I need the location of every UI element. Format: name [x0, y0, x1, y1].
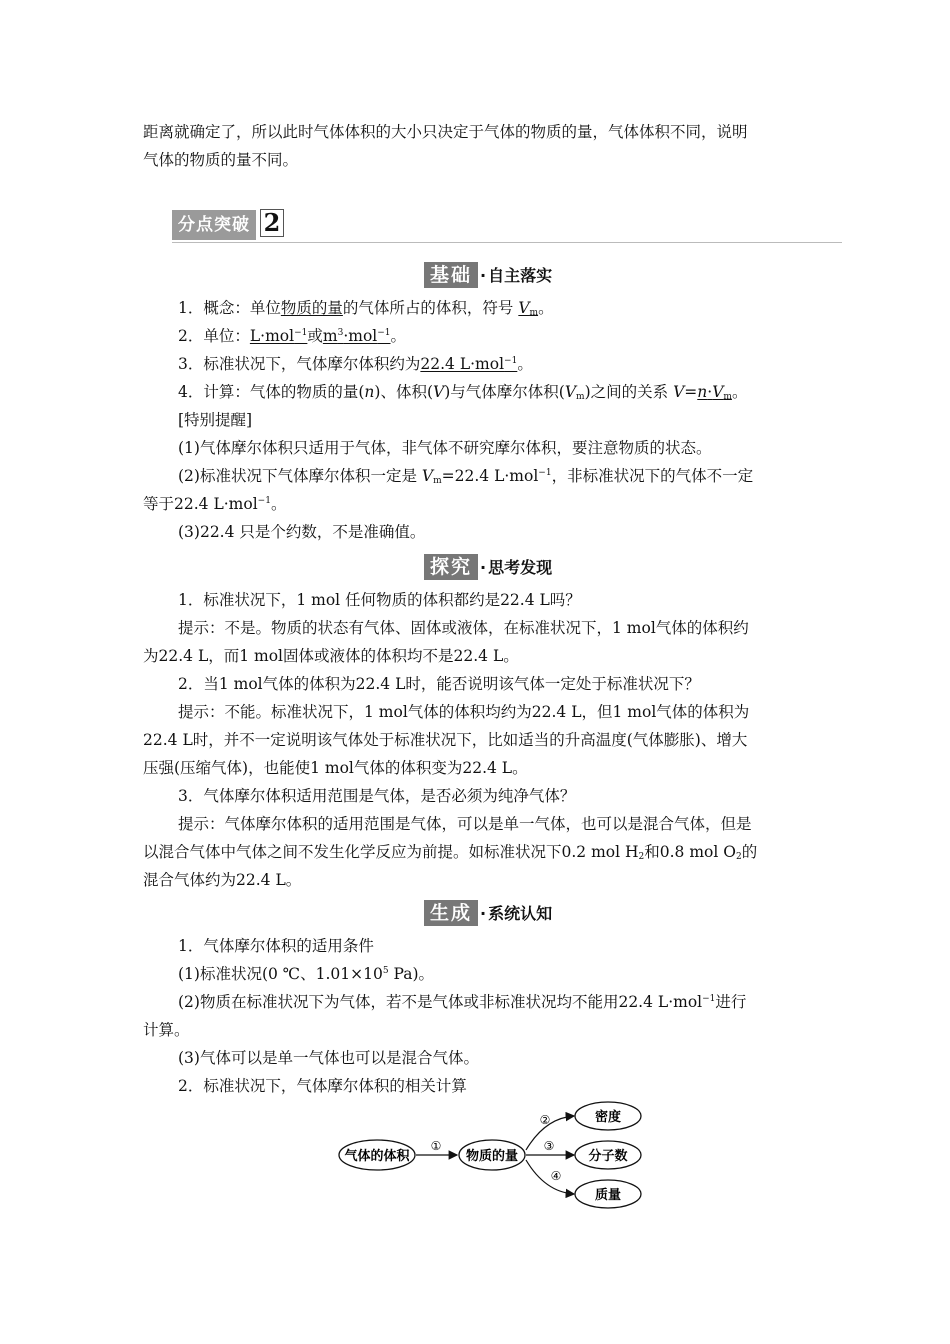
explore-answer-1-line-2: 为22.4 L，而1 mol固体或液体的体积均不是22.4 L。 [143, 647, 519, 665]
generate-heading-box: 生成 [424, 900, 478, 926]
generate-condition-2-cont: 计算。 [143, 1021, 190, 1039]
answer-underline: $m^3\cdot mol^{-1}$ [322, 327, 391, 345]
node-volume-label: 气体的体积 [344, 1149, 410, 1164]
node-mass-label: 质量 [594, 1188, 622, 1203]
explore-answer-3-line-2: 以混合气体中气体之间不发生化学反应为前提。如标准状况下0.2 mol $H_2$和0.8 mol $O_2$的 [143, 843, 758, 862]
basic-item-2: 2．单位：L·mol$^{-1}$或$m^3\cdot mol^{-1}$。 [178, 327, 407, 345]
explore-question-3: 3．气体摩尔体积适用范围是气体，是否必须为纯净气体？ [178, 787, 576, 805]
explore-heading-text: 思考发现 [488, 558, 553, 577]
node-amount-label: 物质的量 [465, 1149, 519, 1164]
section-divider [172, 242, 842, 243]
generate-heading-text: 系统认知 [488, 904, 553, 923]
generate-condition-1: (1)标准状况(0 ℃、$1.01\times 10^5$ Pa)。 [178, 965, 435, 983]
basic-heading: 基础 · 自主落实 [424, 262, 552, 288]
edge-label-4: ④ [550, 1169, 562, 1183]
section-badge [172, 208, 284, 240]
generate-heading: 生成 · 系统认知 [424, 900, 552, 926]
intro-line-1: 距离就确定了，所以此时气体体积的大小只决定于气体的物质的量，气体体积不同，说明 [143, 123, 748, 141]
answer-underline: $n\cdot V_m$ [697, 383, 732, 402]
explore-heading: 探究 · 思考发现 [424, 554, 552, 580]
special-note-1: (1)气体摩尔体积只适用于气体，非气体不研究摩尔体积，要注意物质的状态。 [178, 439, 712, 457]
special-note-title: [特别提醒] [178, 411, 253, 429]
section-badge-number: 2 [260, 209, 284, 237]
explore-answer-2-line-1: 提示：不能。标准状况下，1 mol气体的体积均约为22.4 L，但1 mol气体的体积为 [178, 703, 750, 721]
generate-condition-3: (3)气体可以是单一气体也可以是混合气体。 [178, 1049, 479, 1067]
generate-item-2: 2．标准状况下，气体摩尔体积的相关计算 [178, 1077, 467, 1095]
special-note-3: (3)22.4 只是个约数，不是准确值。 [178, 523, 426, 541]
explore-heading-box: 探究 [424, 554, 478, 580]
explore-question-2: 2．当1 mol气体的体积为22.4 L时，能否说明该气体一定处于标准状况下？ [178, 675, 700, 693]
generate-item-1: 1．气体摩尔体积的适用条件 [178, 937, 374, 955]
explore-answer-1-line-1: 提示：不是。物质的状态有气体、固体或液体，在标准状况下，1 mol气体的体积约 [178, 619, 749, 637]
edge-label-3: ③ [543, 1139, 555, 1153]
basic-item-4: 4．计算：气体的物质的量(n)、体积(V)与气体摩尔体积$(V_m)$之间的关系 $V=n\cdot V_m$。 [178, 383, 748, 402]
basic-item-1: 1．概念：单位物质的量的气体所占的体积，符号 $V_m$。 [178, 299, 554, 318]
explore-answer-3-line-3: 混合气体约为22.4 L。 [143, 871, 302, 889]
basic-heading-text: 自主落实 [488, 266, 553, 285]
calculation-diagram [330, 1098, 660, 1213]
explore-question-1: 1．标准状况下，1 mol 任何物质的体积都约是22.4 L吗？ [178, 591, 581, 609]
explore-answer-3-line-1: 提示：气体摩尔体积的适用范围是气体，可以是单一气体，也可以是混合气体，但是 [178, 815, 752, 833]
special-note-2-cont: 等于22.4 L·mol$^{-1}$。 [143, 495, 287, 513]
edge-label-2: ② [539, 1113, 551, 1127]
edge-label-1: ① [430, 1139, 442, 1153]
explore-answer-2-line-2: 22.4 L时，并不一定说明该气体处于标准状况下，比如适当的升高温度(气体膨胀)、增大 [143, 731, 748, 749]
section-badge-label: 分点突破 [172, 210, 256, 240]
generate-condition-2: (2)物质在标准状况下为气体，若不是气体或非标准状况均不能用22.4 L·mol$^{-1}$进行 [178, 993, 747, 1011]
node-molecules-label: 分子数 [588, 1149, 628, 1164]
node-density-label: 密度 [594, 1110, 622, 1125]
basic-heading-box: 基础 [424, 262, 478, 288]
explore-answer-2-line-3: 压强(压缩气体)，也能使1 mol气体的体积变为22.4 L。 [143, 759, 528, 777]
basic-item-3: 3．标准状况下，气体摩尔体积约为22.4 L·mol$^{-1}$。 [178, 355, 533, 373]
answer-underline: 物质的量 [280, 299, 343, 317]
answer-underline: L·mol$^{-1}$ [249, 327, 308, 345]
intro-line-2: 气体的物质的量不同。 [143, 151, 299, 169]
special-note-2: (2)标准状况下气体摩尔体积一定是 $V_m=22.4$ L·mol$^{-1}$，非标准状况下的气体不一定 [178, 467, 754, 486]
answer-underline: 22.4 L·mol$^{-1}$ [420, 355, 518, 373]
